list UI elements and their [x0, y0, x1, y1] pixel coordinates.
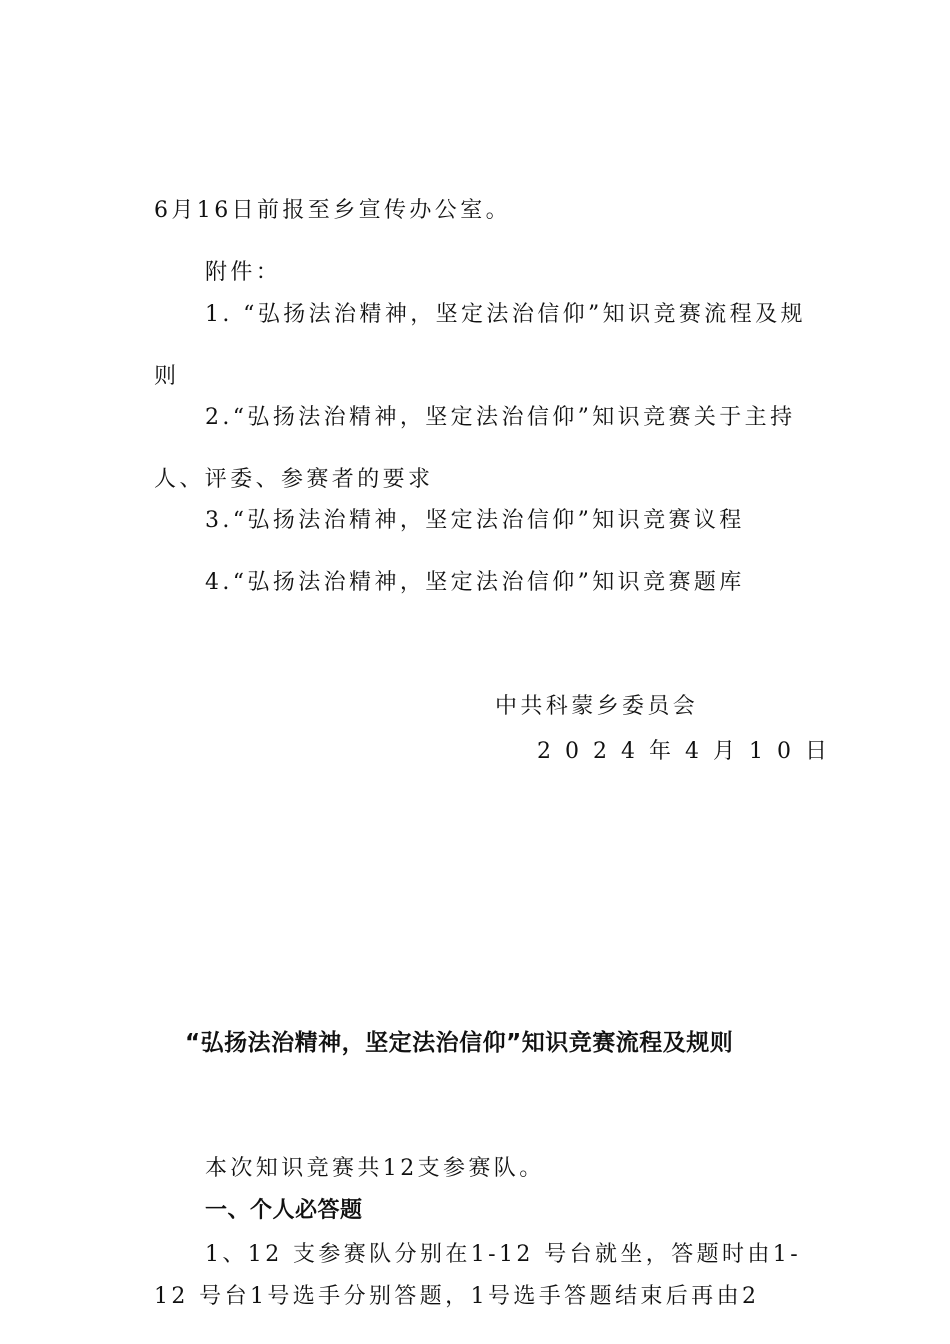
paragraph-1-line-1: 1、12 支参赛队分别在1-12 号台就坐，答题时由1- [205, 1242, 802, 1267]
attachment-1-line-1: 1. “弘扬法治精神，坚定法治信仰”知识竞赛流程及规 [205, 302, 806, 327]
signature-date: 2024年4月10日 [537, 739, 841, 764]
paragraph-1-line-2: 12 号台1号选手分别答题，1号选手答题结束后再由2 [154, 1284, 760, 1309]
attachment-2-line-1: 2.“弘扬法治精神，坚定法治信仰”知识竞赛关于主持 [205, 405, 796, 430]
intro-line: 本次知识竞赛共12支参赛队。 [205, 1156, 545, 1181]
attachment-4: 4.“弘扬法治精神，坚定法治信仰”知识竞赛题库 [205, 570, 745, 595]
body-line-deadline: 6月16日前报至乡宣传办公室。 [154, 198, 511, 223]
attachments-label: 附件： [205, 260, 282, 285]
signature-organization: 中共科蒙乡委员会 [495, 694, 699, 719]
attachment-2-line-2: 人、评委、参赛者的要求 [154, 467, 434, 492]
section-title: “弘扬法治精神，坚定法治信仰”知识竞赛流程及规则 [185, 1030, 734, 1056]
attachment-3: 3.“弘扬法治精神，坚定法治信仰”知识竞赛议程 [205, 508, 745, 533]
attachment-1-line-2: 则 [154, 364, 180, 389]
section-heading-individual: 一、个人必答题 [205, 1198, 363, 1223]
